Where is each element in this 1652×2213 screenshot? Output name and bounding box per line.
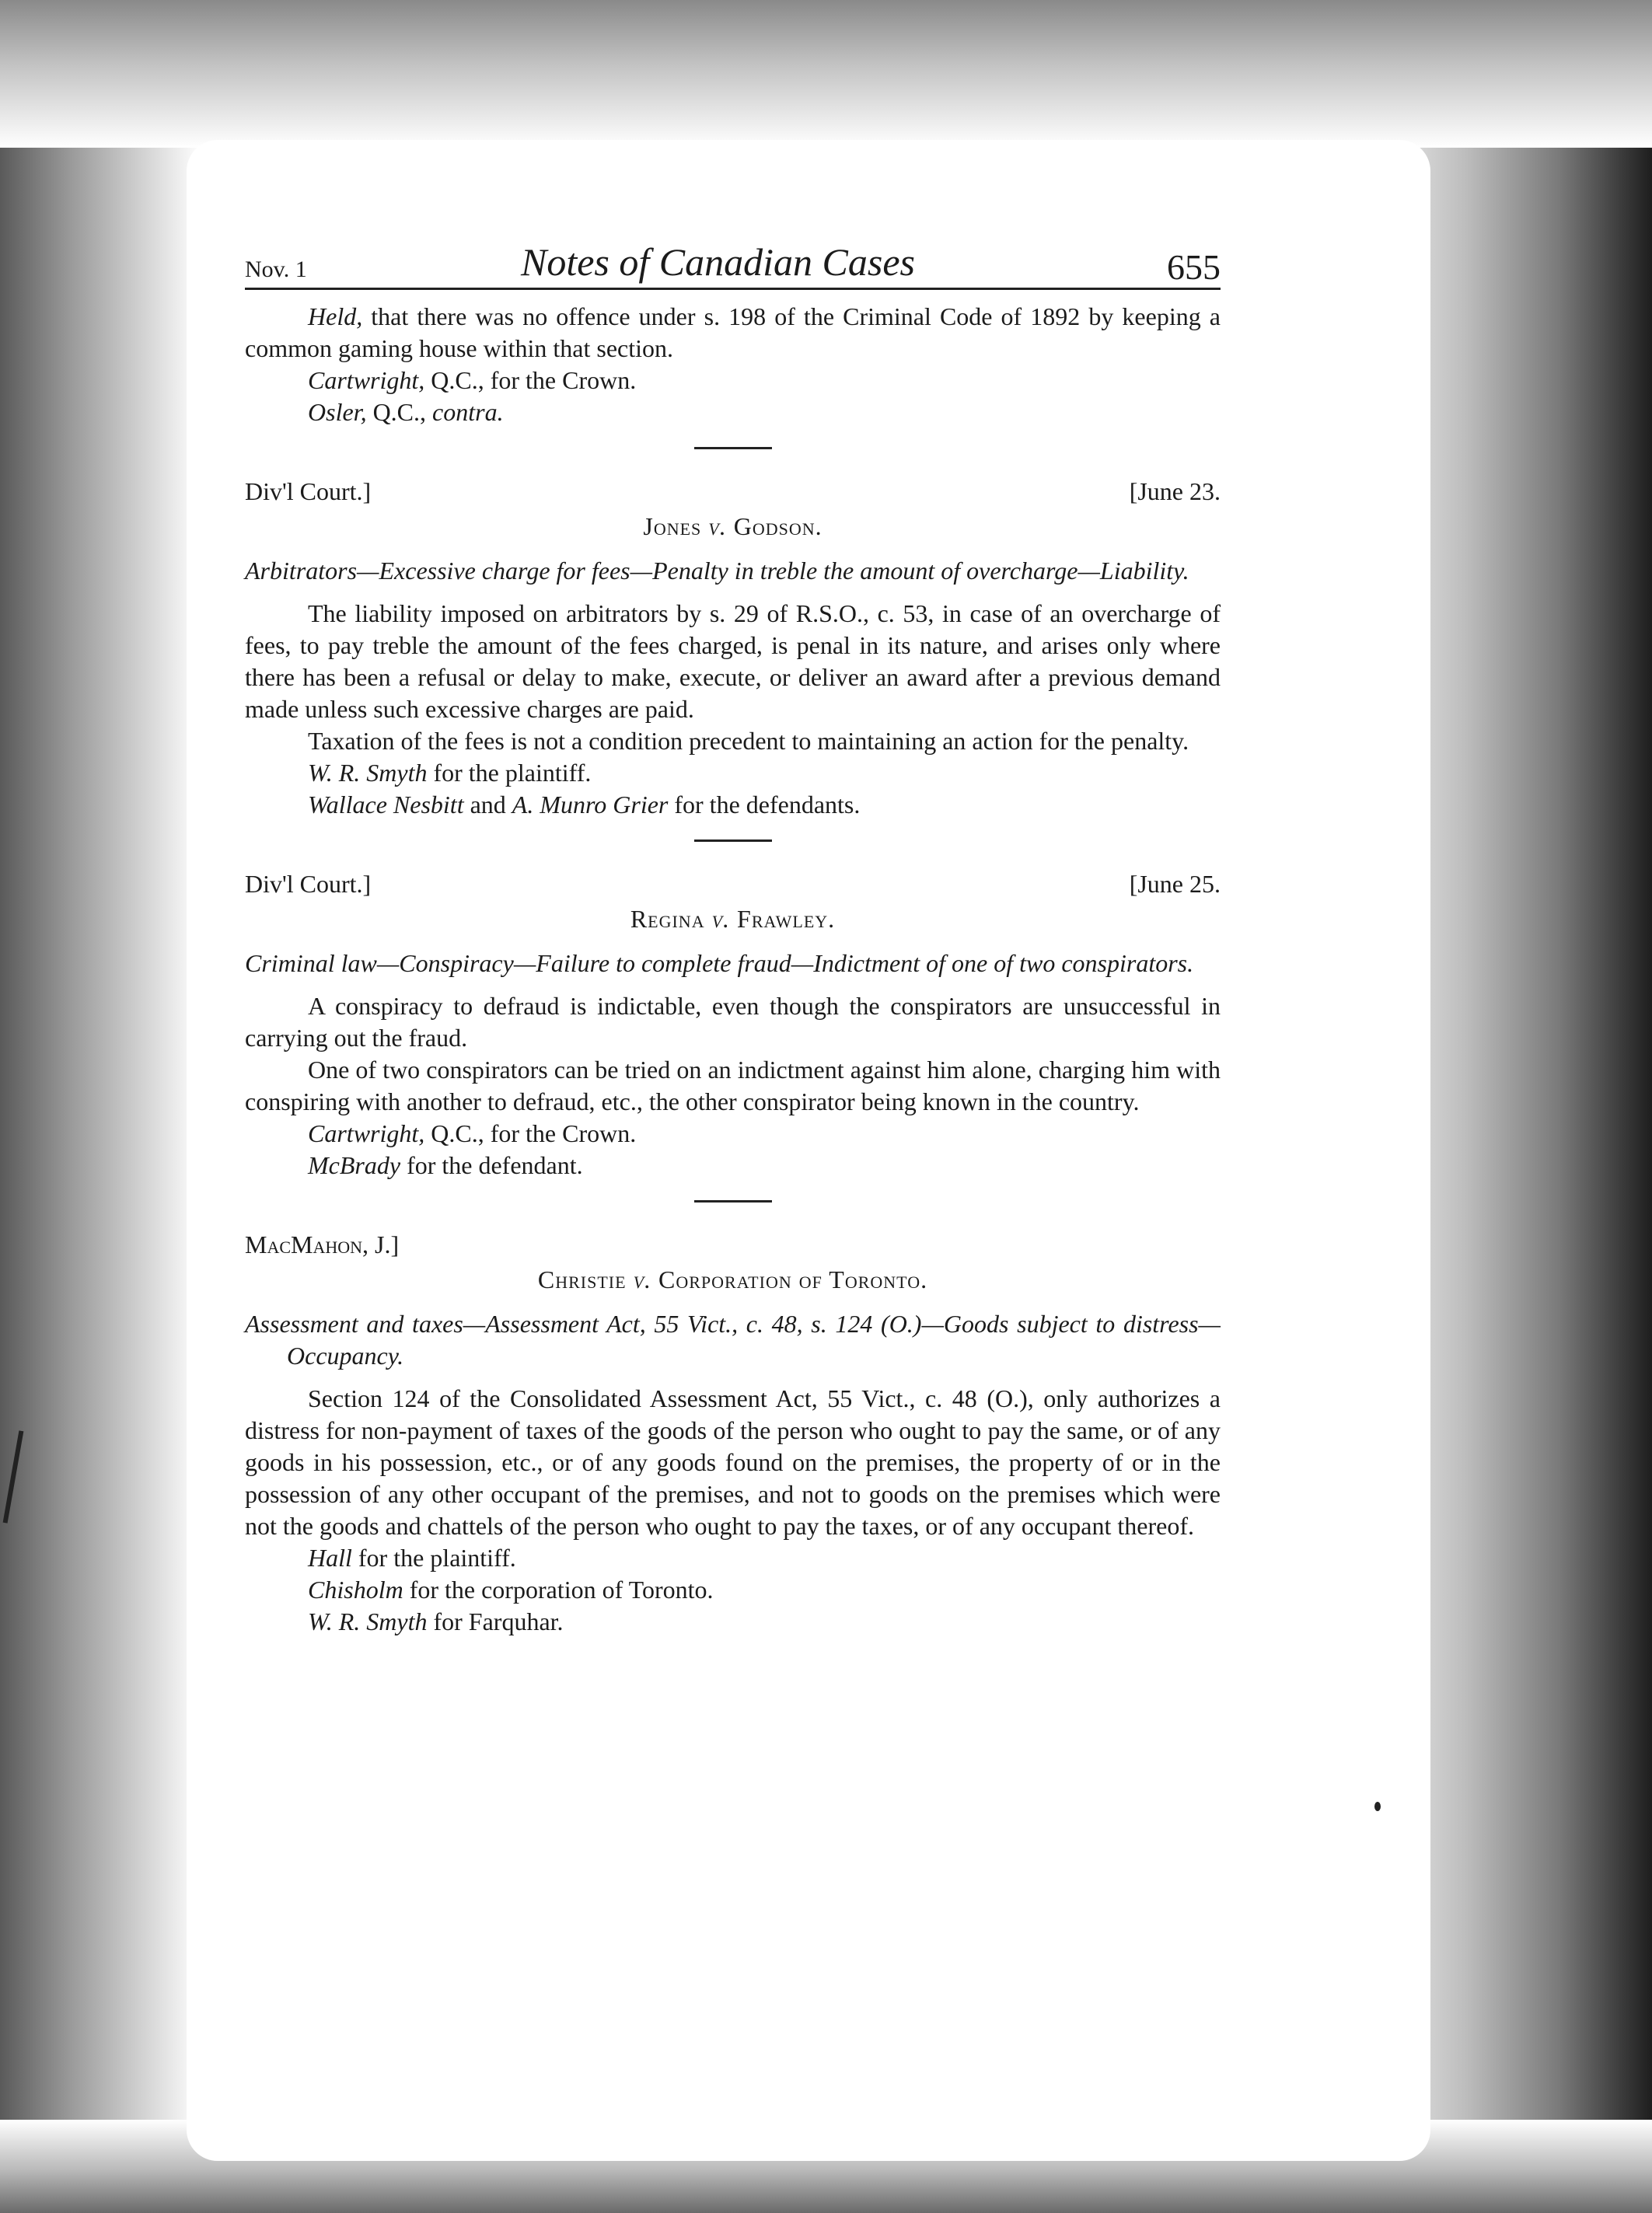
case1-versus: v. [701,512,734,540]
counsel-role: for the corporation of Toronto. [403,1576,714,1604]
case2-date: [June 25. [1129,870,1221,898]
case2-counsel-1 [245,1118,1221,1150]
case1-court: Div'l Court.] [245,477,372,505]
section-divider [694,447,772,449]
case2-paragraph-2: One of two conspirators can be tried on an indictment against him alone, charging him with conspiring with another to defraud, etc., the other conspirator being known in the country. [245,1056,1221,1115]
case1-counsel-2 [245,789,1221,821]
intro-held-paragraph [245,301,1221,365]
scan-left-edge [0,0,202,2213]
counsel-name: McBrady [308,1151,401,1179]
counsel-name: W. R. Smyth [308,1607,428,1635]
case2-court-line [245,868,1221,900]
ink-dot-mark [1374,1802,1381,1811]
scan-top-edge [0,0,1652,148]
intro-counsel-2 [245,396,1221,428]
case3-court-line [245,1229,1221,1261]
case3-versus: v. [626,1265,659,1293]
case1-date: [June 23. [1129,477,1221,505]
counsel-role: Q.C., [366,398,433,426]
case2-court: Div'l Court.] [245,870,372,898]
counsel-role: for the plaintiff. [427,759,592,787]
case1-paragraph-1: The liability imposed on arbitrators by s. 29 of R.S.O., c. 53, in case of an overcharge of fees, to pay treble the amount of the fees charged, is penal in its nature, and arises only where there has been a refusal or delay to make, execute, or deliver an award after a previous demand made unless such excessive charges are paid. [245,599,1221,723]
header-date: Nov. 1 [245,257,307,282]
case3-court: MacMahon, J.] [245,1230,400,1258]
held-text: that there was no offence under s. 198 of the Criminal Code of 1892 by keeping a common gaming house within that section. [245,302,1221,362]
counsel-name: Cartwright, [308,1119,425,1147]
counsel-role: for the plaintiff. [351,1544,516,1572]
case2-party-b: Frawley. [737,905,836,933]
page-content [245,225,1221,1638]
case3-counsel-1 [245,1542,1221,1574]
case1-party-a: Jones [643,512,702,540]
counsel-role: for Farquhar. [427,1607,564,1635]
case3-headnote: Assessment and taxes—Assessment Act, 55 Vict., c. 48, s. 124 (O.)—Goods subject to distress—Occupancy. [245,1310,1221,1370]
case2-counsel-2 [245,1150,1221,1182]
case1-party-b: Godson. [733,512,823,540]
case2-versus: v. [704,905,738,933]
case2-paragraph-1: A conspiracy to defraud is indictable, even though the conspirators are unsuccessful in carrying out the fraud. [245,992,1221,1052]
counsel-role: Q.C., for the Crown. [424,366,637,394]
case2-title [245,903,1221,935]
intro-counsel-1 [245,365,1221,396]
counsel-name: Osler, [308,398,367,426]
counsel-role: for the defendants. [668,791,861,819]
case3-counsel-3 [245,1606,1221,1638]
case1-court-line [245,476,1221,508]
case1-headnote: Arbitrators—Excessive charge for fees—Penalty in treble the amount of overcharge—Liability. [245,557,1189,585]
case3-party-b: Corporation of Toronto. [658,1265,928,1293]
page-number: 655 [1167,247,1221,287]
counsel-name: Wallace Nesbitt [308,791,464,819]
counsel-role: Q.C., for the Crown. [424,1119,637,1147]
case1-counsel-1 [245,757,1221,789]
case3-paragraph-1: Section 124 of the Consolidated Assessment Act, 55 Vict., c. 48 (O.), only authorizes a distress for non-payment of taxes of the goods of the person who ought to pay the same, or of any goods in his possession, etc., or of any goods found on the premises, the property of or in the possession of any other occupant of the premises, and not to goods on the premises which were not the goods and chattels of the person who ought to pay the taxes, or of any occupant thereof. [245,1384,1221,1540]
counsel-name: Cartwright, [308,366,425,394]
section-divider [694,839,772,842]
counsel-and: and [463,791,512,819]
case3-title [245,1264,1221,1296]
counsel-role: for the defendant. [400,1151,583,1179]
counsel-name: Hall [308,1544,352,1572]
case1-title [245,511,1221,543]
counsel-name: Chisholm [308,1576,403,1604]
case2-party-a: Regina [630,905,705,933]
section-divider [694,1200,772,1202]
counsel-contra: contra. [432,398,504,426]
counsel-name: W. R. Smyth [308,759,428,787]
case1-paragraph-2: Taxation of the fees is not a condition precedent to maintaining an action for the penalty. [308,727,1189,755]
case3-party-a: Christie [537,1265,627,1293]
case3-counsel-2 [245,1574,1221,1606]
held-word: Held, [308,302,363,330]
running-header [245,225,1221,290]
header-title: Notes of Canadian Cases [521,240,915,284]
case2-headnote: Criminal law—Conspiracy—Failure to complete fraud—Indictment of one of two conspirators. [245,949,1194,977]
counsel-name: A. Munro Grier [512,791,669,819]
